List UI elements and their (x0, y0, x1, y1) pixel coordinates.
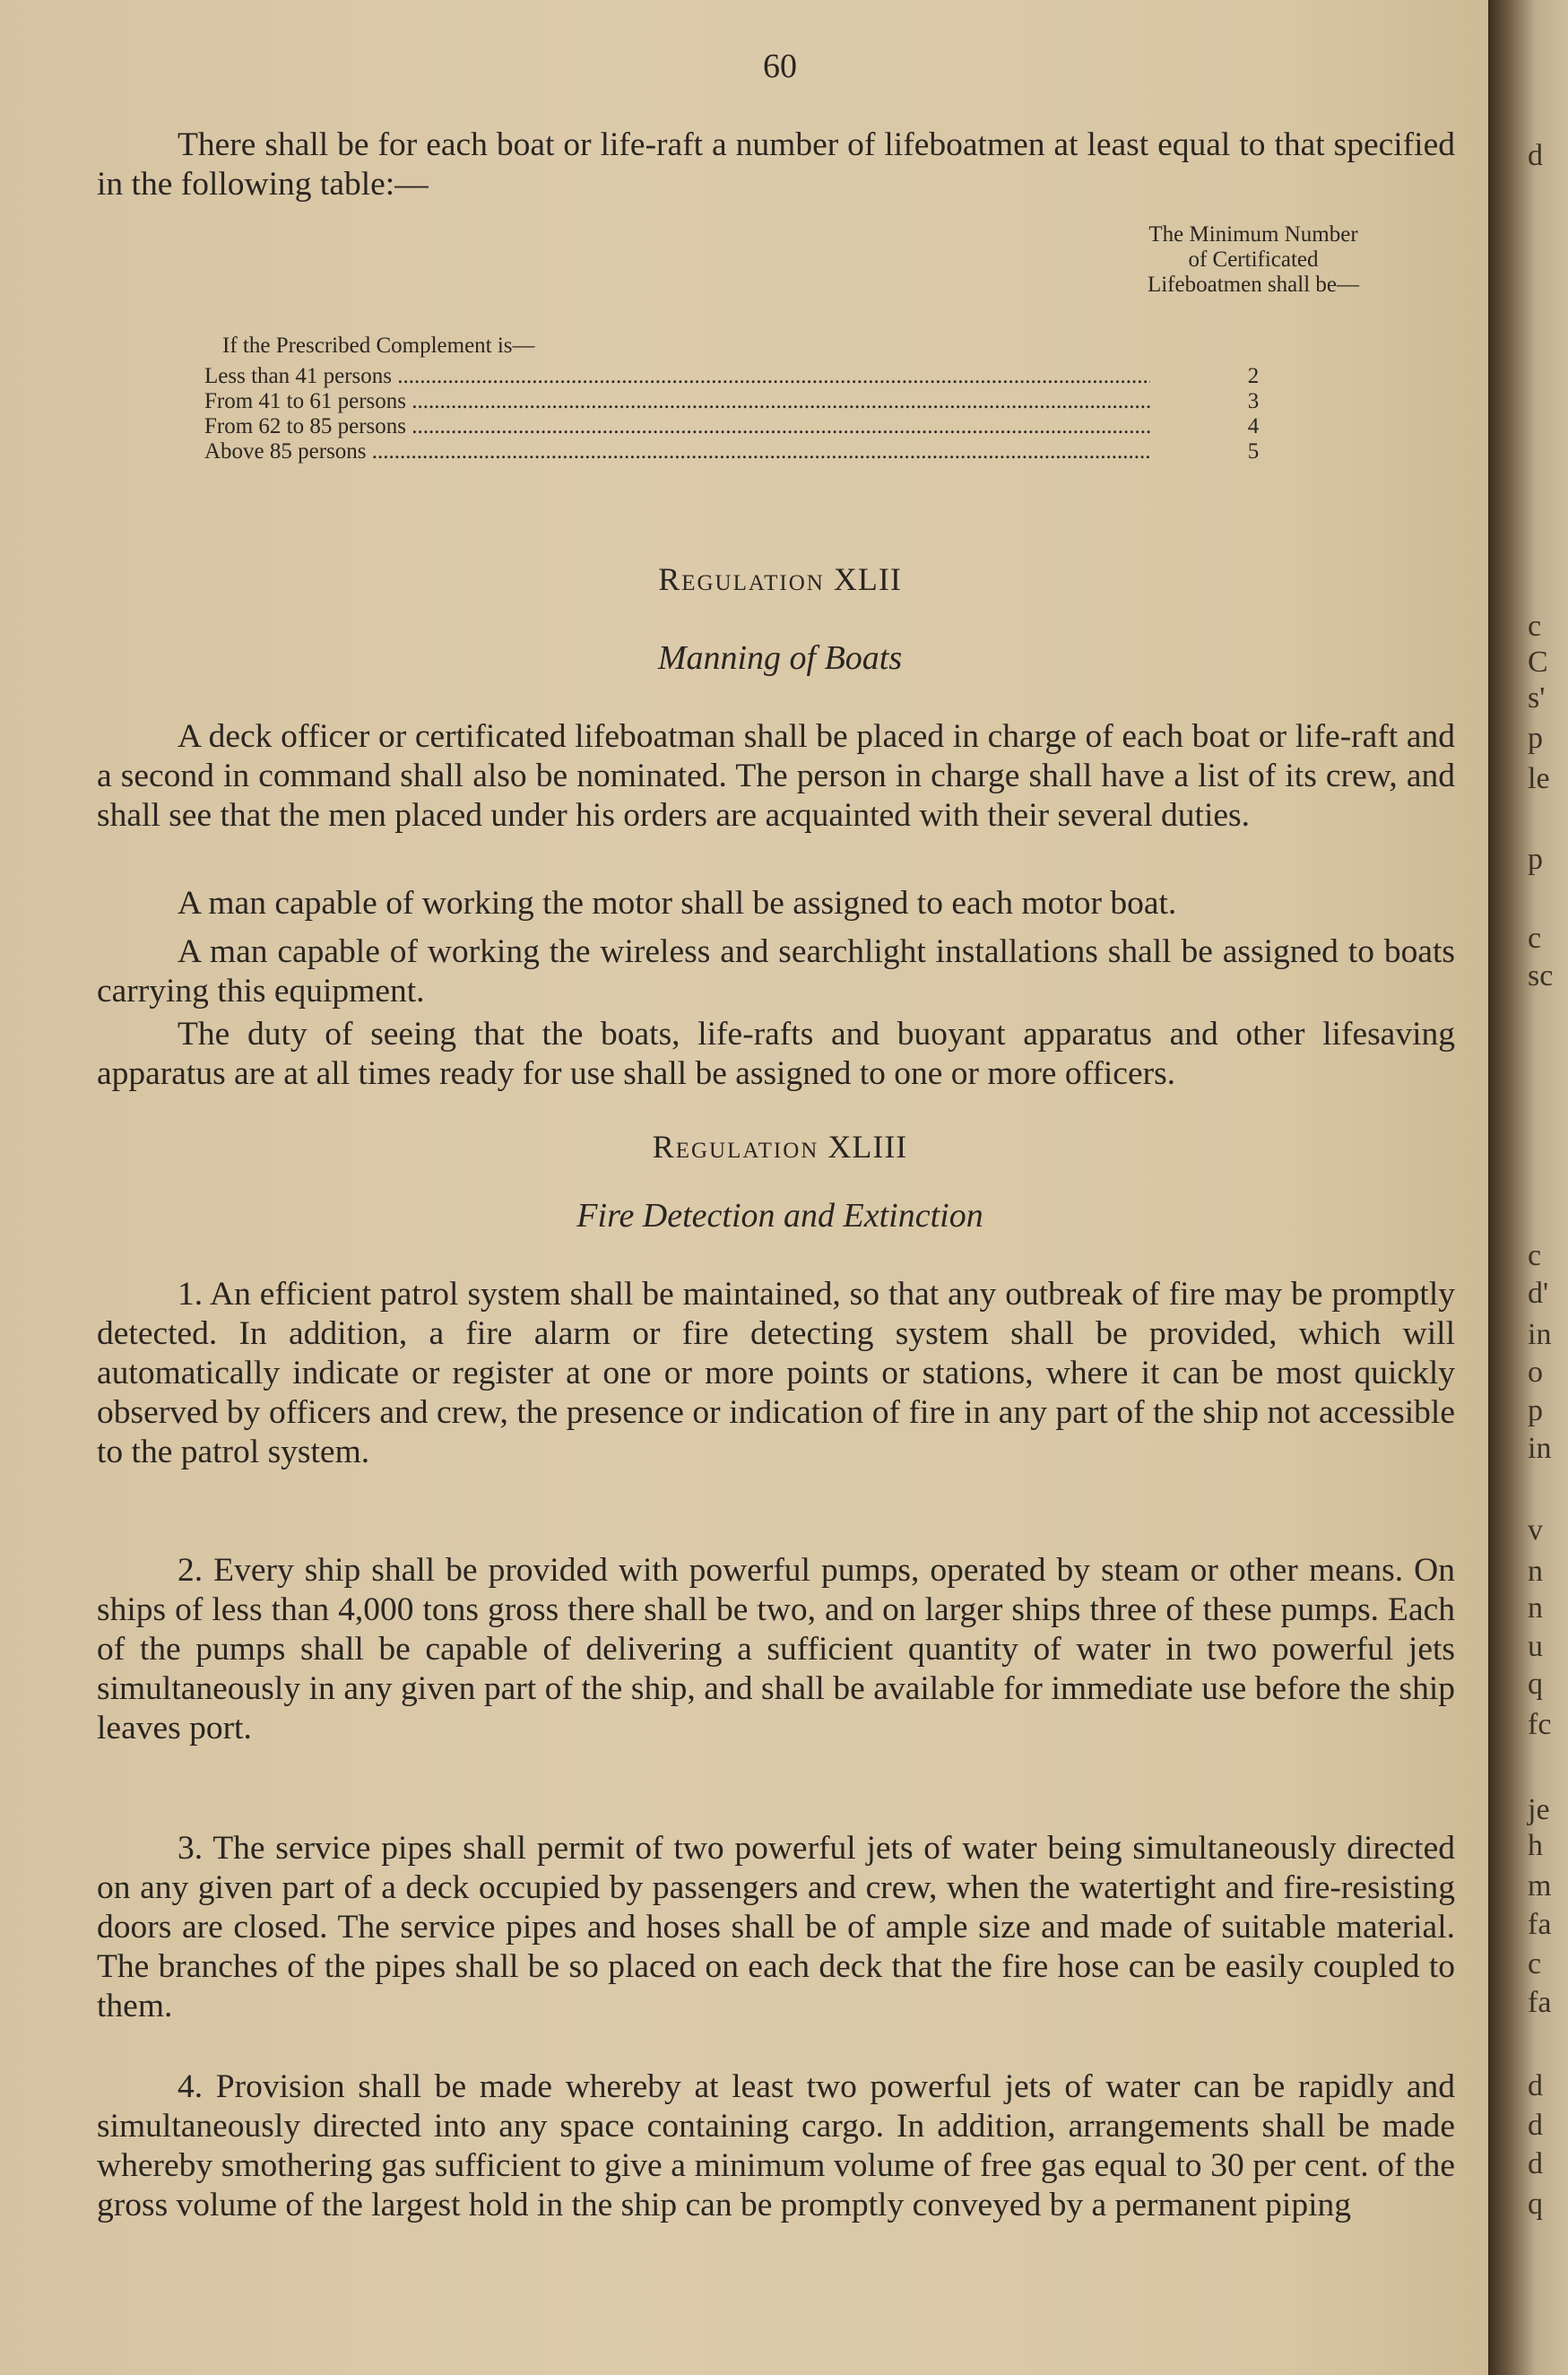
edge-fragment: q (1528, 2188, 1543, 2221)
edge-fragment: d (1528, 2109, 1543, 2142)
edge-fragment: h (1528, 1829, 1543, 1862)
edge-fragment: v (1528, 1513, 1543, 1547)
edge-fragment: p (1528, 843, 1543, 876)
edge-fragment: c (1528, 1947, 1542, 1981)
edge-fragment: je (1528, 1793, 1550, 1826)
edge-fragment: d' (1528, 1277, 1549, 1310)
edge-fragment: d (1528, 139, 1543, 172)
edge-fragment: c (1528, 610, 1542, 643)
edge-fragment: c (1528, 922, 1542, 955)
regulation-43-paragraph-1: 1. An efficient patrol system shall be maintained, so that any outbreak of fire may be promptly detected. In addition, a fire alarm or fire detecting system shall be provided, which will automatically indicate or register at one or more points or stations, where it can be most quickly observed by officers and crew, the presence or indication of fire in any part of the ship not accessible to the patrol system. (97, 1276, 1455, 1470)
edge-fragment: in (1528, 1318, 1552, 1351)
table-row-value: 5 (1247, 439, 1260, 464)
table-row (204, 414, 1370, 439)
regulation-word: Regulation (652, 1129, 819, 1165)
edge-fragment: u (1528, 1630, 1543, 1663)
edge-fragment: n (1528, 1591, 1543, 1625)
regulation-42-paragraph-2: A man capable of working the motor shall be assigned to each motor boat. (178, 885, 1177, 922)
table-row-value: 2 (1247, 364, 1260, 388)
intro-paragraph: There shall be for each boat or life-raft a number of lifeboatmen at least equal to that specified in the following table:— (97, 126, 1455, 203)
edge-fragment: in (1528, 1432, 1552, 1465)
regulation-number: XLII (833, 561, 902, 597)
table-row-label: From 62 to 85 persons ..... (204, 414, 1150, 439)
regulation-43-paragraph-4: 4. Provision shall be made whereby at least two powerful jets of water can be rapidly and simultaneously directed into any space containing cargo. In addition, arrangements shall be made whereby smothering gas sufficient to give a minimum volume of free gas equal to 30 per cent. of the gross volume of the largest hold in the ship can be promptly conveyed by a permanent piping (97, 2068, 1455, 2223)
edge-fragment: d (1528, 2069, 1543, 2102)
regulation-42-paragraph-3: A man capable of working the wireless and searchlight installations shall be assigned to boats carrying this equipment. (97, 933, 1455, 1010)
page-number: 60 (763, 48, 797, 85)
edge-fragment: c (1528, 1239, 1542, 1272)
next-page-edge (1524, 0, 1568, 2375)
edge-fragment: C (1528, 646, 1548, 679)
edge-fragment: n (1528, 1555, 1543, 1588)
table-row-label: Above 85 persons ..... (204, 439, 1150, 464)
edge-fragment: fa (1528, 1908, 1552, 1941)
edge-fragment: le (1528, 762, 1550, 795)
table-row (204, 389, 1370, 414)
regulation-word: Regulation (658, 561, 825, 597)
edge-fragment: s' (1528, 681, 1546, 715)
regulation-42-paragraph-4: The duty of seeing that the boats, life-rafts and buoyant apparatus and other lifesaving apparatus are at all times ready for use shall be assigned to one or more officers. (97, 1016, 1455, 1092)
regulation-43-paragraph-3: 3. The service pipes shall permit of two powerful jets of water being simultaneously directed on any given part of a deck occupied by passengers and crew, when the watertight and fire-resisting doors are closed. The service pipes and hoses shall be of ample size and made of suitable material. The branches of the pipes shall be so placed on each deck that the fire hose can be easily coupled to them. (97, 1830, 1455, 2024)
edge-fragment: m (1528, 1869, 1552, 1903)
edge-fragment: fc (1528, 1708, 1552, 1741)
edge-fragment: o (1528, 1356, 1543, 1389)
table-row (204, 439, 1370, 464)
edge-fragment: q (1528, 1668, 1543, 1701)
table-row-header: If the Prescribed Complement is— (222, 334, 535, 358)
edge-fragment: sc (1528, 959, 1554, 992)
table-row-value: 3 (1247, 389, 1260, 413)
regulation-42-paragraph-1: A deck officer or certificated lifeboatman shall be placed in charge of each boat or life-raft and a second in command shall also be nominated. The person in charge shall have a list of its crew, and shall see that the men placed under his orders are acquainted with their several duties. (97, 718, 1455, 834)
regulation-43-paragraph-2: 2. Every ship shall be provided with powerful pumps, operated by steam or other means. On ships of less than 4,000 tons gross there shall be two, and on larger ships three of these pumps. Each of the pumps shall be capable of delivering a sufficient quantity of water in two powerful jets simultaneously in any given part of the ship, and shall be available for immediate use before the ship leaves port. (97, 1552, 1455, 1747)
table-row-label: From 41 to 61 persons ..... (204, 389, 1150, 414)
edge-fragment: p (1528, 722, 1543, 755)
regulation-43-heading (0, 1128, 1560, 1166)
regulation-42-heading (0, 560, 1560, 598)
edge-fragment: fa (1528, 1986, 1552, 2019)
table-row (204, 364, 1370, 389)
table-rows (204, 364, 1370, 464)
table-row-label: Less than 41 persons ..... (204, 364, 1150, 389)
edge-fragment: d (1528, 2147, 1543, 2180)
edge-fragment: p (1528, 1394, 1543, 1427)
regulation-43-title: Fire Detection and Extinction (576, 1197, 983, 1235)
table-column-header: The Minimum Number of Certificated Lifeboatmen shall be— (1147, 222, 1360, 297)
table-row-value: 4 (1247, 414, 1260, 438)
regulation-42-title: Manning of Boats (657, 639, 903, 677)
regulation-number: XLIII (827, 1129, 908, 1165)
